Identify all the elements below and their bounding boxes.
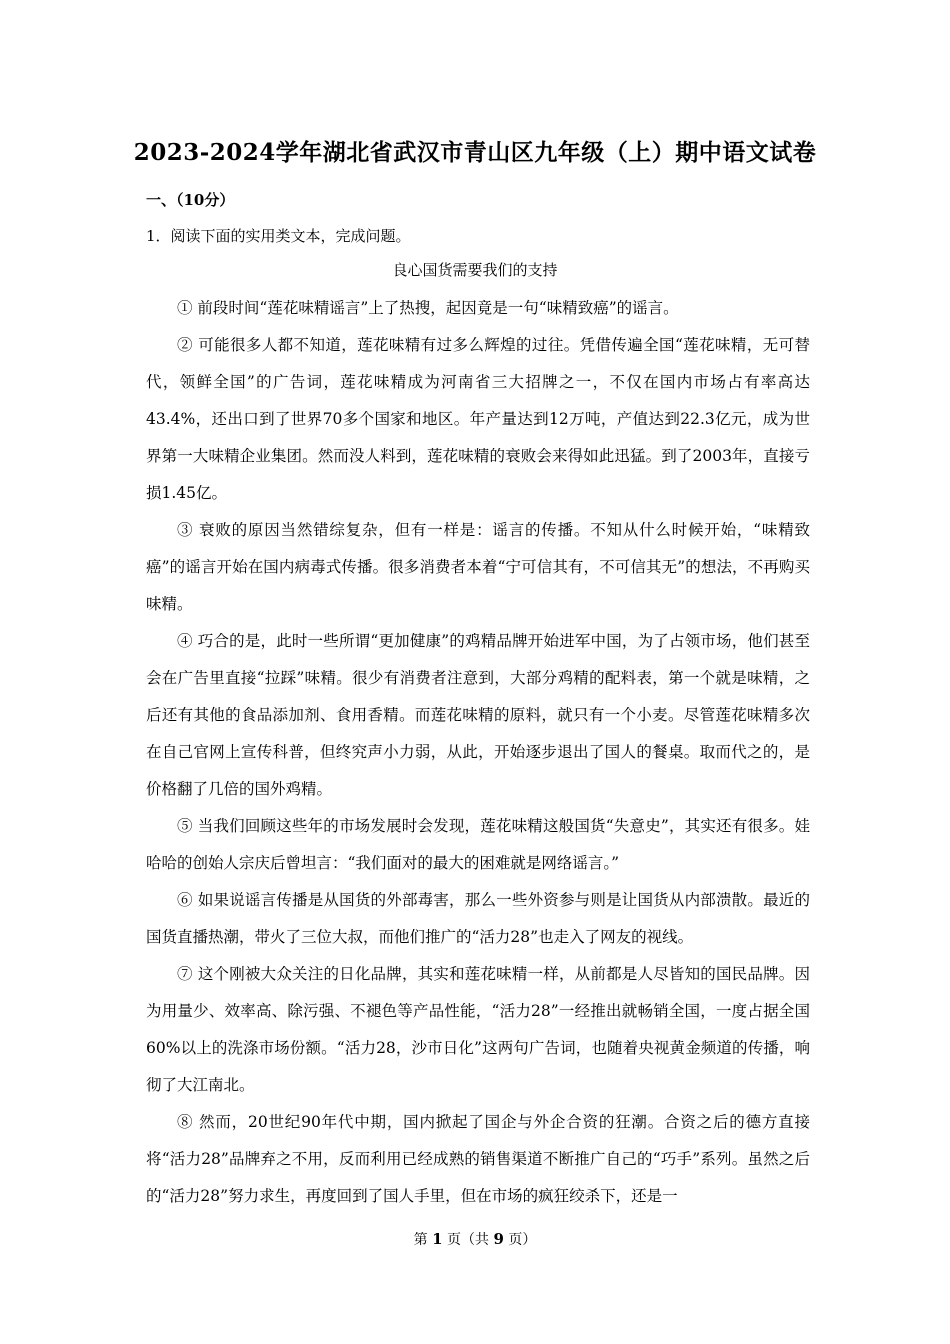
section-heading: 一、（10分） [146, 191, 235, 209]
page-number: 1 [432, 1230, 443, 1248]
question-prompt: 1．阅读下面的实用类文本，完成问题。 [146, 227, 411, 245]
paragraph-7: ⑦ 这个刚被大众关注的日化品牌，其实和莲花味精一样，从前都是人尽皆知的国民品牌。因为用量少、效率高、除污强、不褪色等产品性能，“活力28”一经推出就畅销全国，一度占据全国60%以上的洗涤市场份额。“活力28，沙市日化”这两句广告词，也随着央视黄金频道的传播，响彻了大江南北。 [146, 965, 810, 1094]
paragraph-1: ① 前段时间“莲花味精谣言”上了热搜，起因竟是一句“味精致癌”的谣言。 [177, 299, 679, 317]
paragraph-6: ⑥ 如果说谣言传播是从国货的外部毒害，那么一些外资参与则是让国货从内部溃散。最近的国货直播热潮，带火了三位大叔，而他们推广的“活力28”也走入了网友的视线。 [146, 891, 810, 946]
paragraph-4: ④ 巧合的是，此时一些所谓“更加健康”的鸡精品牌开始进军中国，为了占领市场，他们甚至会在广告里直接“拉踩”味精。很少有消费者注意到，大部分鸡精的配料表，第一个就是味精，之后还有其他的食品添加剂、食用香精。而莲花味精的原料，就只有一个小麦。尽管莲花味精多次在自己官网上宣传科普，但终究声小力弱，从此，开始逐步退出了国人的餐桌。取而代之的，是价格翻了几倍的国外鸡精。 [146, 632, 810, 798]
paragraph-5: ⑤ 当我们回顾这些年的市场发展时会发现，莲花味精这般国货“失意史”，其实还有很多。娃哈哈的创始人宗庆后曾坦言：“我们面对的最大的困难就是网络谣言。” [146, 817, 810, 872]
footer-suffix: 页） [508, 1232, 537, 1248]
article-title: 良心国货需要我们的支持 [392, 261, 558, 279]
page-footer [0, 1229, 950, 1249]
exam-title: 2023-2024学年湖北省武汉市青山区九年级（上）期中语文试卷 [133, 139, 817, 166]
article-body [146, 290, 810, 1215]
footer-middle: 页（共 [447, 1232, 489, 1248]
paragraph-2: ② 可能很多人都不知道，莲花味精有过多么辉煌的过往。凭借传遍全国“莲花味精，无可替代，领鲜全国”的广告词，莲花味精成为河南省三大招牌之一，不仅在国内市场占有率高达43.4%，还出口到了世界70多个国家和地区。年产量达到12万吨，产值达到22.3亿元，成为世界第一大味精企业集团。然而没人料到，莲花味精的衰败会来得如此迅猛。到了2003年，直接亏损1.45亿。 [146, 336, 810, 502]
paragraph-3: ③ 衰败的原因当然错综复杂，但有一样是：谣言的传播。不知从什么时候开始，“味精致癌”的谣言开始在国内病毒式传播。很多消费者本着“宁可信其有，不可信其无”的想法，不再购买味精。 [146, 521, 810, 613]
paragraph-8: ⑧ 然而，20世纪90年代中期，国内掀起了国企与外企合资的狂潮。合资之后的德方直接将“活力28”品牌弃之不用，反而利用已经成熟的销售渠道不断推广自己的“巧手”系列。虽然之后的“活力28”努力求生，再度回到了国人手里，但在市场的疯狂绞杀下，还是一 [146, 1113, 810, 1205]
footer-prefix: 第 [413, 1232, 428, 1248]
page-total: 9 [493, 1230, 504, 1248]
